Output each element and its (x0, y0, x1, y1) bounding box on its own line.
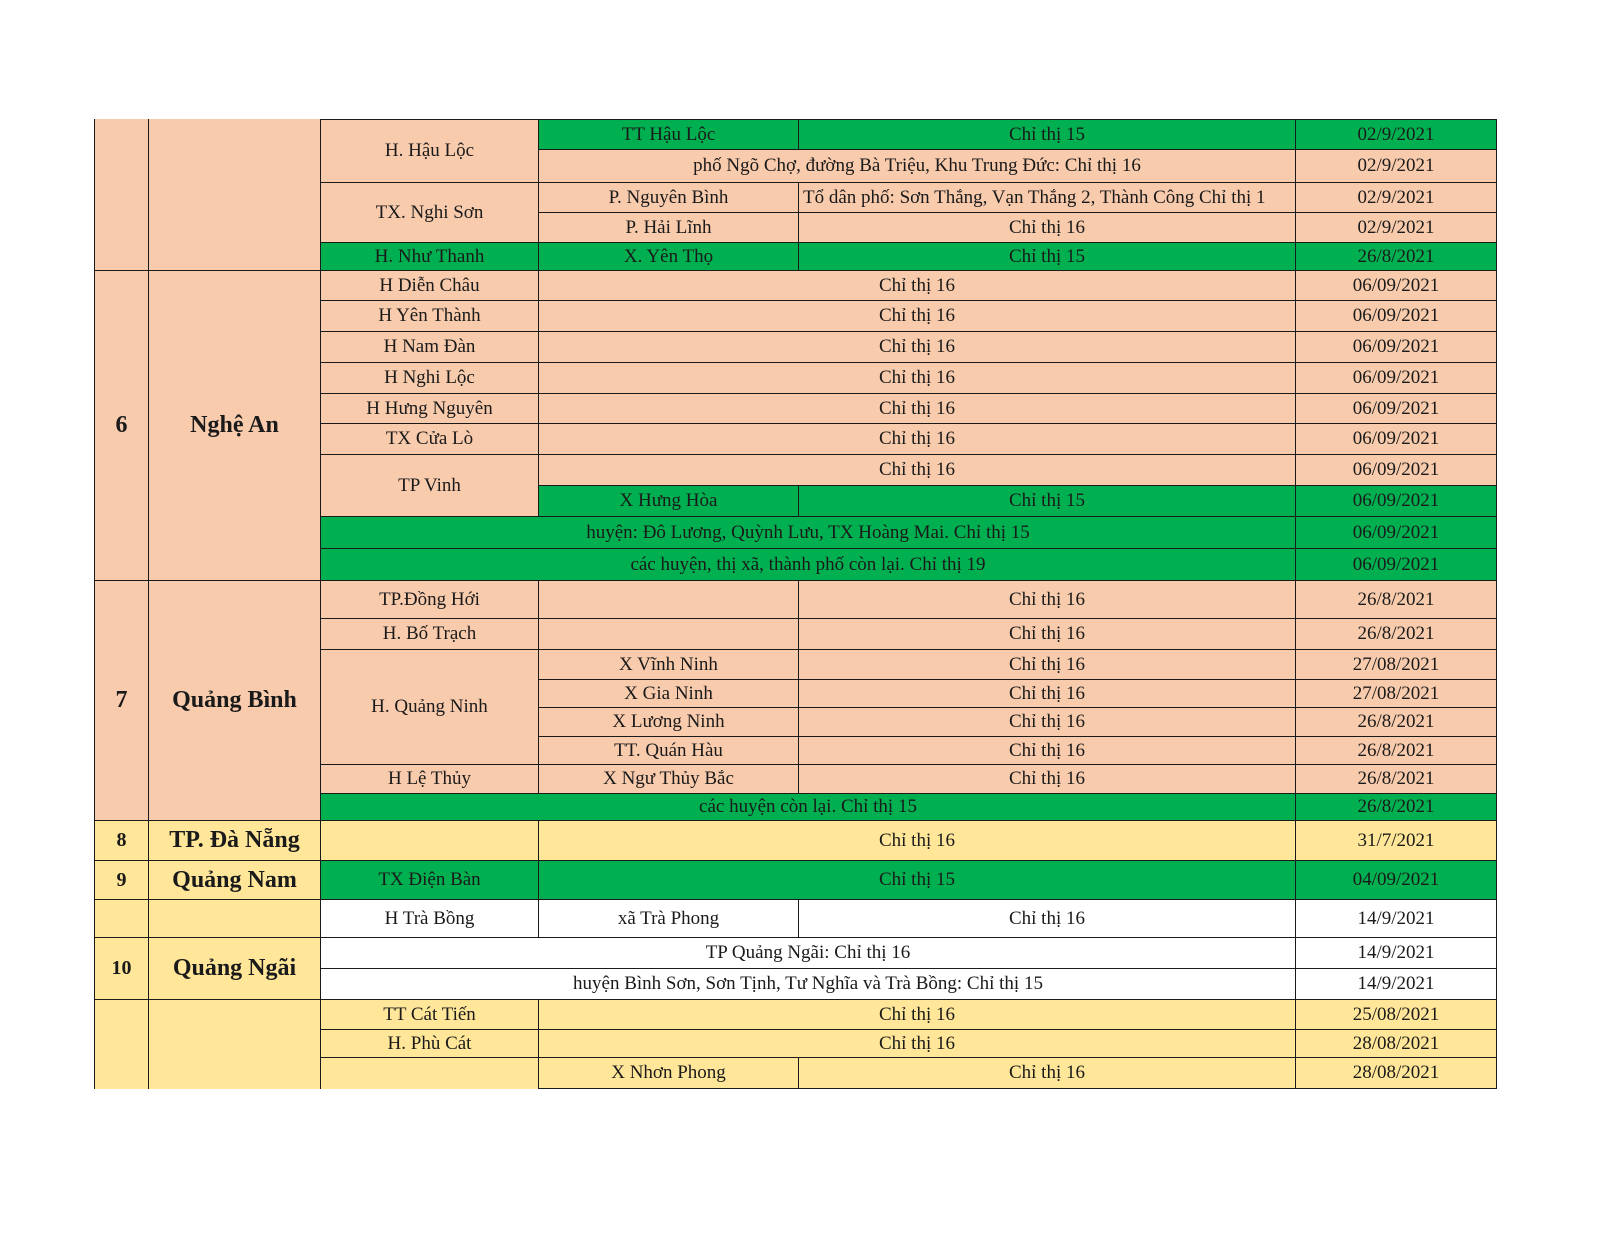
date-cell: 04/09/2021 (1295, 860, 1497, 900)
district-cell: H. Bố Trạch (320, 618, 539, 650)
date-cell: 26/8/2021 (1295, 793, 1497, 821)
district-cell (320, 1057, 539, 1089)
date-cell: 26/8/2021 (1295, 618, 1497, 650)
ward-cell: xã Trà Phong (538, 899, 799, 938)
date-cell: 06/09/2021 (1295, 362, 1497, 394)
directive-cell: Chỉ thị 16 (538, 454, 1296, 486)
ward-cell (538, 618, 799, 650)
district-cell: H Nghi Lộc (320, 362, 539, 394)
district-cell: TX Điện Bàn (320, 860, 539, 900)
district-cell: H. Quảng Ninh (320, 649, 539, 765)
ward-cell: P. Hải Lĩnh (538, 212, 799, 243)
directive-cell: Chỉ thị 16 (798, 707, 1296, 737)
date-cell: 02/9/2021 (1295, 182, 1497, 213)
province-cell: Quảng Bình (148, 580, 321, 821)
directive-cell: Tổ dân phố: Sơn Thắng, Vạn Thắng 2, Thành Công Chỉ thị 1 (798, 182, 1296, 213)
date-cell: 25/08/2021 (1295, 999, 1497, 1030)
merged-note-cell: huyện: Đô Lương, Quỳnh Lưu, TX Hoàng Mai. Chỉ thị 15 (320, 516, 1296, 549)
district-cell: H Nam Đàn (320, 331, 539, 363)
province-cell: Quảng Nam (148, 860, 321, 900)
merged-note-cell: huyện Bình Sơn, Sơn Tịnh, Tư Nghĩa và Trà Bồng: Chỉ thị 15 (320, 968, 1296, 1000)
directive-cell: Chỉ thị 16 (798, 764, 1296, 794)
section-number-cell (94, 899, 149, 938)
date-cell: 06/09/2021 (1295, 516, 1497, 549)
date-cell: 06/09/2021 (1295, 548, 1497, 581)
directive-cell: Chỉ thị 16 (798, 212, 1296, 243)
date-cell: 02/9/2021 (1295, 149, 1497, 183)
province-cell: TP. Đà Nẵng (148, 820, 321, 861)
directive-cell: Chỉ thị 16 (798, 618, 1296, 650)
directive-cell: Chỉ thị 16 (538, 300, 1296, 332)
district-cell: TP.Đồng Hới (320, 580, 539, 619)
district-cell: TX. Nghi Sơn (320, 182, 539, 243)
date-cell: 31/7/2021 (1295, 820, 1497, 861)
directive-cell: Chỉ thị 16 (538, 820, 1296, 861)
section-number-cell: 10 (94, 937, 149, 1000)
district-cell: TX Cửa Lò (320, 423, 539, 455)
date-cell: 06/09/2021 (1295, 423, 1497, 455)
date-cell: 02/9/2021 (1295, 212, 1497, 243)
ward-cell (538, 580, 799, 619)
date-cell: 26/8/2021 (1295, 580, 1497, 619)
district-cell: H. Hậu Lộc (320, 119, 539, 183)
directive-cell: Chỉ thị 15 (798, 242, 1296, 271)
date-cell: 27/08/2021 (1295, 649, 1497, 680)
ward-cell: P. Nguyên Bình (538, 182, 799, 213)
ward-cell: X Gia Ninh (538, 679, 799, 708)
section-number-cell (94, 999, 149, 1089)
directive-cell: Chỉ thị 16 (798, 679, 1296, 708)
ward-cell: TT Hậu Lộc (538, 119, 799, 150)
directive-cell: Chỉ thị 15 (798, 485, 1296, 517)
date-cell: 26/8/2021 (1295, 707, 1497, 737)
directive-cell: Chỉ thị 16 (538, 331, 1296, 363)
directive-cell: Chỉ thị 16 (798, 580, 1296, 619)
date-cell: 14/9/2021 (1295, 899, 1497, 938)
date-cell: 28/08/2021 (1295, 1057, 1497, 1089)
ward-cell: X Hưng Hòa (538, 485, 799, 517)
directive-cell: Chỉ thị 16 (538, 362, 1296, 394)
merged-note-cell: TP Quảng Ngãi: Chỉ thị 16 (320, 937, 1296, 969)
district-cell: H. Như Thanh (320, 242, 539, 271)
directive-cell: Chỉ thị 16 (798, 1057, 1296, 1089)
directive-cell: Chỉ thị 16 (538, 999, 1296, 1030)
date-cell: 06/09/2021 (1295, 485, 1497, 517)
section-number-cell: 9 (94, 860, 149, 900)
directive-cell: Chỉ thị 16 (538, 1029, 1296, 1058)
ward-cell: X Nhơn Phong (538, 1057, 799, 1089)
date-cell: 14/9/2021 (1295, 968, 1497, 1000)
directive-cell: Chỉ thị 16 (538, 270, 1296, 301)
province-cell (148, 119, 321, 271)
date-cell: 02/9/2021 (1295, 119, 1497, 150)
ward-cell: X Vĩnh Ninh (538, 649, 799, 680)
district-cell: H Trà Bồng (320, 899, 539, 938)
section-number-cell: 8 (94, 820, 149, 861)
date-cell: 26/8/2021 (1295, 736, 1497, 765)
ward-cell: X. Yên Thọ (538, 242, 799, 271)
date-cell: 27/08/2021 (1295, 679, 1497, 708)
section-number-cell: 6 (94, 270, 149, 581)
district-cell: H. Phù Cát (320, 1029, 539, 1058)
directive-cell: Chỉ thị 15 (798, 119, 1296, 150)
section-number-cell: 7 (94, 580, 149, 821)
date-cell: 28/08/2021 (1295, 1029, 1497, 1058)
merged-note-cell: phố Ngõ Chợ, đường Bà Triệu, Khu Trung Đức: Chỉ thị 16 (538, 149, 1296, 183)
district-cell: H Diễn Châu (320, 270, 539, 301)
date-cell: 26/8/2021 (1295, 764, 1497, 794)
directive-cell: Chỉ thị 16 (538, 423, 1296, 455)
date-cell: 14/9/2021 (1295, 937, 1497, 969)
merged-note-cell: các huyện, thị xã, thành phố còn lại. Chỉ thị 19 (320, 548, 1296, 581)
directive-cell: Chỉ thị 16 (798, 736, 1296, 765)
date-cell: 06/09/2021 (1295, 331, 1497, 363)
district-cell: H Lệ Thủy (320, 764, 539, 794)
ward-cell: X Lương Ninh (538, 707, 799, 737)
date-cell: 06/09/2021 (1295, 300, 1497, 332)
directive-cell: Chỉ thị 16 (798, 899, 1296, 938)
ward-cell: TT. Quán Hàu (538, 736, 799, 765)
date-cell: 06/09/2021 (1295, 393, 1497, 424)
ward-cell: X Ngư Thủy Bắc (538, 764, 799, 794)
province-cell (148, 999, 321, 1089)
district-cell: TP Vinh (320, 454, 539, 517)
district-cell: H Hưng Nguyên (320, 393, 539, 424)
province-cell (148, 899, 321, 938)
date-cell: 26/8/2021 (1295, 242, 1497, 271)
merged-note-cell: các huyện còn lại. Chỉ thị 15 (320, 793, 1296, 821)
directive-cell: Chỉ thị 16 (798, 649, 1296, 680)
district-cell: H Yên Thành (320, 300, 539, 332)
section-number-cell (94, 119, 149, 271)
date-cell: 06/09/2021 (1295, 270, 1497, 301)
province-cell: Quảng Ngãi (148, 937, 321, 1000)
directive-cell: Chỉ thị 15 (538, 860, 1296, 900)
date-cell: 06/09/2021 (1295, 454, 1497, 486)
province-cell: Nghệ An (148, 270, 321, 581)
district-cell (320, 820, 539, 861)
district-cell: TT Cát Tiến (320, 999, 539, 1030)
directive-cell: Chỉ thị 16 (538, 393, 1296, 424)
